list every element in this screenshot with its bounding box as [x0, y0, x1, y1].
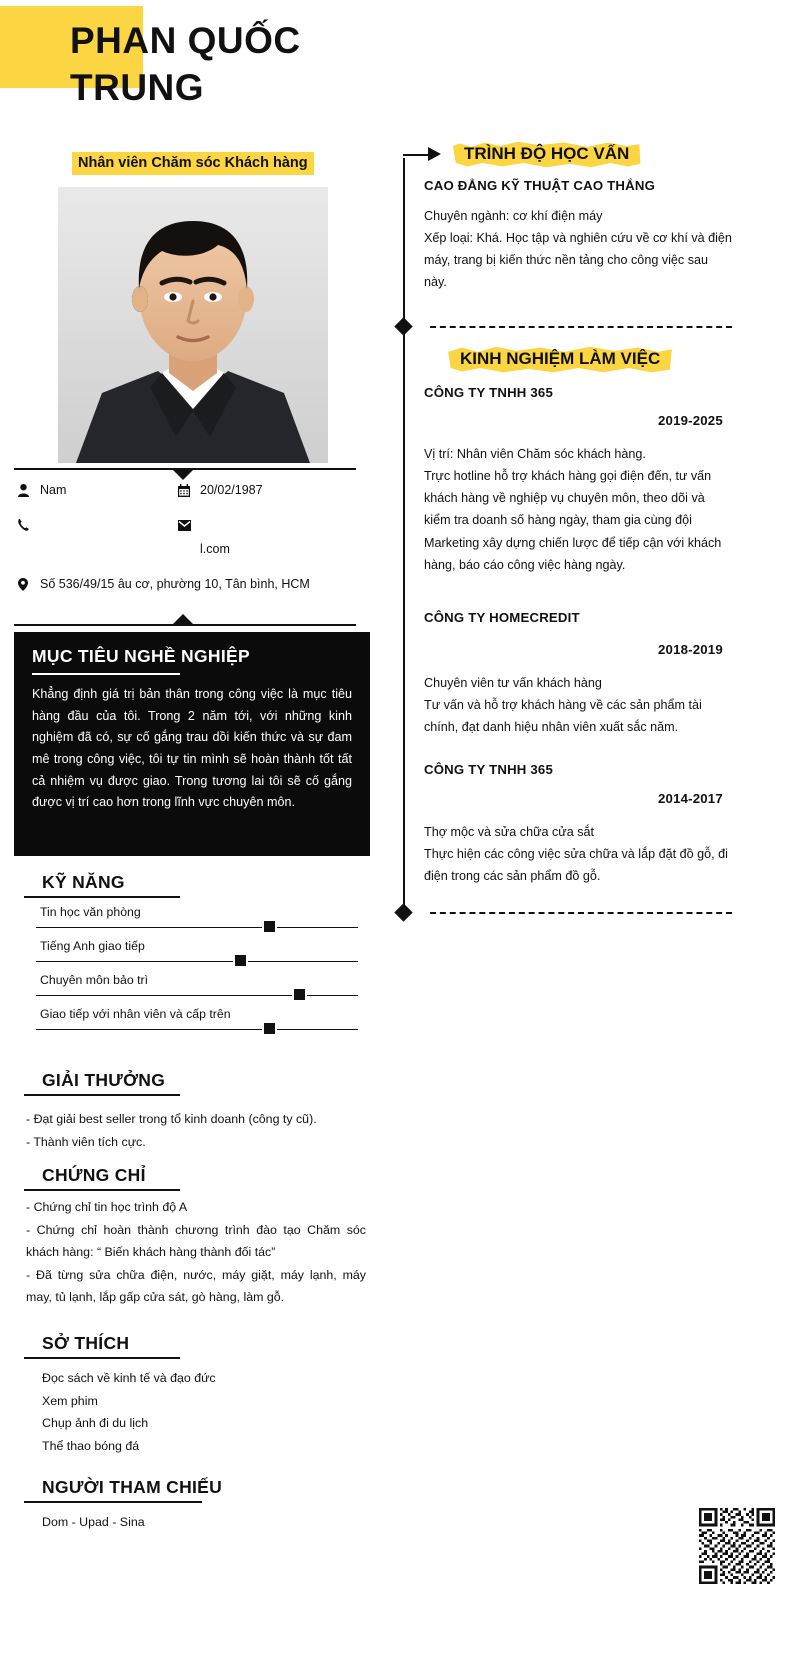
awards-title: GIẢI THƯỞNG: [42, 1070, 166, 1090]
job-line: Thực hiện các công việc sửa chữa và lắp đặt đồ gỗ, đi điện trong các sản phẩm đồ gỗ.: [424, 847, 728, 884]
page-title: [70, 18, 490, 111]
title-underline: [32, 673, 180, 675]
contact-row-gender-birthday: [14, 481, 364, 501]
job-line: Tư vấn và hỗ trợ khách hàng về các sản phẩm tài chính, đạt danh hiệu nhân viên xuất sắc năm.: [424, 698, 702, 735]
list-item: Chụp ảnh đi du lịch: [42, 1416, 149, 1431]
skill-label: Chuyên môn bảo trì: [40, 973, 149, 987]
job-years: 2018-2019: [658, 642, 723, 657]
job-line: Vị trí: Nhân viên Chăm sóc khách hàng.: [424, 447, 646, 461]
education-line: Xếp loại: Khá. Học tập và nghiên cứu về cơ khí và điện máy, trang bị kiến thức nền tảng cho công việc sau này.: [424, 231, 732, 290]
timeline-dashed-divider: [430, 326, 732, 328]
avatar: [58, 187, 328, 463]
address-value: Số 536/49/15 âu cơ, phường 10, Tân bình, HCM: [40, 577, 310, 592]
education-details: [424, 205, 732, 294]
skills-list: [14, 905, 358, 1041]
certificates-list: [26, 1196, 370, 1309]
arrow-right-icon: [428, 147, 441, 161]
education-school: CAO ĐẲNG KỸ THUẬT CAO THẮNG: [424, 178, 656, 193]
list-item: - Chứng chỉ tin học trình độ A: [26, 1200, 188, 1214]
job-line: Chuyên viên tư vấn khách hàng: [424, 676, 602, 690]
list-item: - Thành viên tích cực.: [26, 1134, 146, 1149]
triangle-up-icon: [172, 614, 194, 625]
career-objective-title: MỤC TIÊU NGHỀ NGHIỆP: [32, 646, 250, 666]
skill-row: [14, 905, 358, 939]
education-title-badge: [450, 140, 643, 169]
triangle-down-icon: [172, 469, 194, 480]
location-pin-icon: [14, 575, 40, 595]
skill-knob[interactable]: [264, 921, 275, 932]
timeline-diamond-icon: [394, 317, 412, 335]
hobbies-list: [42, 1367, 372, 1457]
job-details: [424, 443, 732, 576]
qr-code[interactable]: [699, 1508, 775, 1584]
skill-label: Giao tiếp với nhân viên và cấp trên: [40, 1007, 231, 1021]
job-company: CÔNG TY HOMECREDIT: [424, 610, 580, 625]
hobbies-title: SỞ THÍCH: [42, 1333, 130, 1353]
references-underline: [24, 1501, 202, 1503]
job-details: [424, 821, 732, 887]
career-objective-body: Khẳng định giá trị bản thân trong công việc là mục tiêu hàng đầu của tôi. Trong 2 năm tới, với những kinh nghiệm đã có, sự cố gắng trau dồi kiến thức và sự đam mê trong công việc, tôi tự tin mình sẽ hoàn thành tốt tất cả nhiệm vụ được giao. Trong tương lai tôi sẽ cố gắng được vị trí cao hơn trong lĩnh vực chuyên môn.: [32, 687, 352, 810]
contact-row-email-value: [14, 540, 364, 559]
name-line-1: PHAN QUỐC: [70, 20, 301, 61]
skill-track: [36, 1029, 358, 1030]
job-years: 2019-2025: [658, 413, 723, 428]
contact-info: [14, 481, 364, 599]
timeline-diamond-icon: [394, 903, 412, 921]
list-item: Dom - Upad - Sina: [42, 1515, 145, 1529]
skill-track: [36, 995, 358, 996]
calendar-icon: [174, 481, 200, 501]
experience-title-badge: [446, 345, 674, 374]
gender-value: Nam: [40, 483, 67, 497]
awards-list: [26, 1108, 366, 1153]
education-line: Chuyên ngành: cơ khí điện máy: [424, 209, 603, 223]
skill-knob[interactable]: [294, 989, 305, 1000]
timeline-arrow-shaft: [403, 154, 430, 156]
list-item: - Chứng chỉ hoàn thành chương trình đào tạo Chăm sóc khách hàng: “ Biến khách hàng thành đối tác”: [26, 1222, 370, 1260]
list-item: - Đạt giải best seller trong tổ kinh doanh (công ty cũ).: [26, 1112, 317, 1126]
certificates-underline: [24, 1189, 180, 1191]
awards-underline: [24, 1094, 180, 1096]
job-company: CÔNG TY TNHH 365: [424, 762, 553, 777]
experience-title: KINH NGHIỆM LÀM VIỆC: [460, 349, 661, 368]
references-title: NGƯỜI THAM CHIẾU: [42, 1477, 223, 1497]
skill-label: Tin học văn phòng: [40, 905, 141, 919]
name-line-2: TRUNG: [70, 66, 205, 108]
certificates-title: CHỨNG CHỈ: [42, 1165, 146, 1185]
contact-row-address: [14, 575, 364, 595]
skill-knob[interactable]: [264, 1023, 275, 1034]
skill-row: [14, 1007, 358, 1041]
skill-track: [36, 961, 358, 962]
skill-knob[interactable]: [235, 955, 246, 966]
education-title: TRÌNH ĐỘ HỌC VẤN: [464, 144, 630, 163]
skill-label: Tiếng Anh giao tiếp: [40, 939, 145, 953]
career-objective-section: [14, 632, 370, 856]
skill-row: [14, 973, 358, 1007]
references-list: [42, 1511, 372, 1534]
list-item: Đọc sách về kinh tế và đạo đức: [42, 1371, 216, 1385]
job-line: Trực hotline hỗ trợ khách hàng gọi điện đến, tư vấn khách hàng về nghiệp vụ chuyên môn, theo dõi và kiểm tra doanh số hàng ngày, tham gia cùng đội Marketing xây dựng chiến lược để tiếp cận với khách hàng, báo cáo công việc hàng ngày.: [424, 469, 722, 572]
job-years: 2014-2017: [658, 791, 723, 806]
timeline-dashed-divider: [430, 912, 732, 914]
job-line: Thợ mộc và sửa chữa cửa sắt: [424, 825, 595, 839]
job-company: CÔNG TY TNHH 365: [424, 385, 553, 400]
skill-row: [14, 939, 358, 973]
email-icon: [174, 515, 200, 535]
list-item: - Đã từng sửa chữa điện, nước, máy giặt, máy lạnh, máy may, tủ lạnh, lắp gấp cửa sát, gò hàng, làm gỗ.: [26, 1267, 370, 1305]
job-details: [424, 672, 732, 738]
timeline-line: [403, 158, 405, 918]
list-item: Xem phim: [42, 1393, 98, 1408]
skills-underline: [24, 896, 180, 898]
person-icon: [14, 481, 40, 501]
skills-title: KỸ NĂNG: [42, 872, 125, 892]
contact-row-phone-email: [14, 515, 364, 535]
birthday-value: 20/02/1987: [200, 483, 263, 497]
email-value: l.com: [200, 542, 230, 556]
phone-icon: [14, 515, 40, 535]
list-item: Thể thao bóng đá: [42, 1438, 140, 1453]
job-title-badge: Nhân viên Chăm sóc Khách hàng: [72, 152, 314, 175]
skill-track: [36, 927, 358, 928]
hobbies-underline: [24, 1357, 180, 1359]
